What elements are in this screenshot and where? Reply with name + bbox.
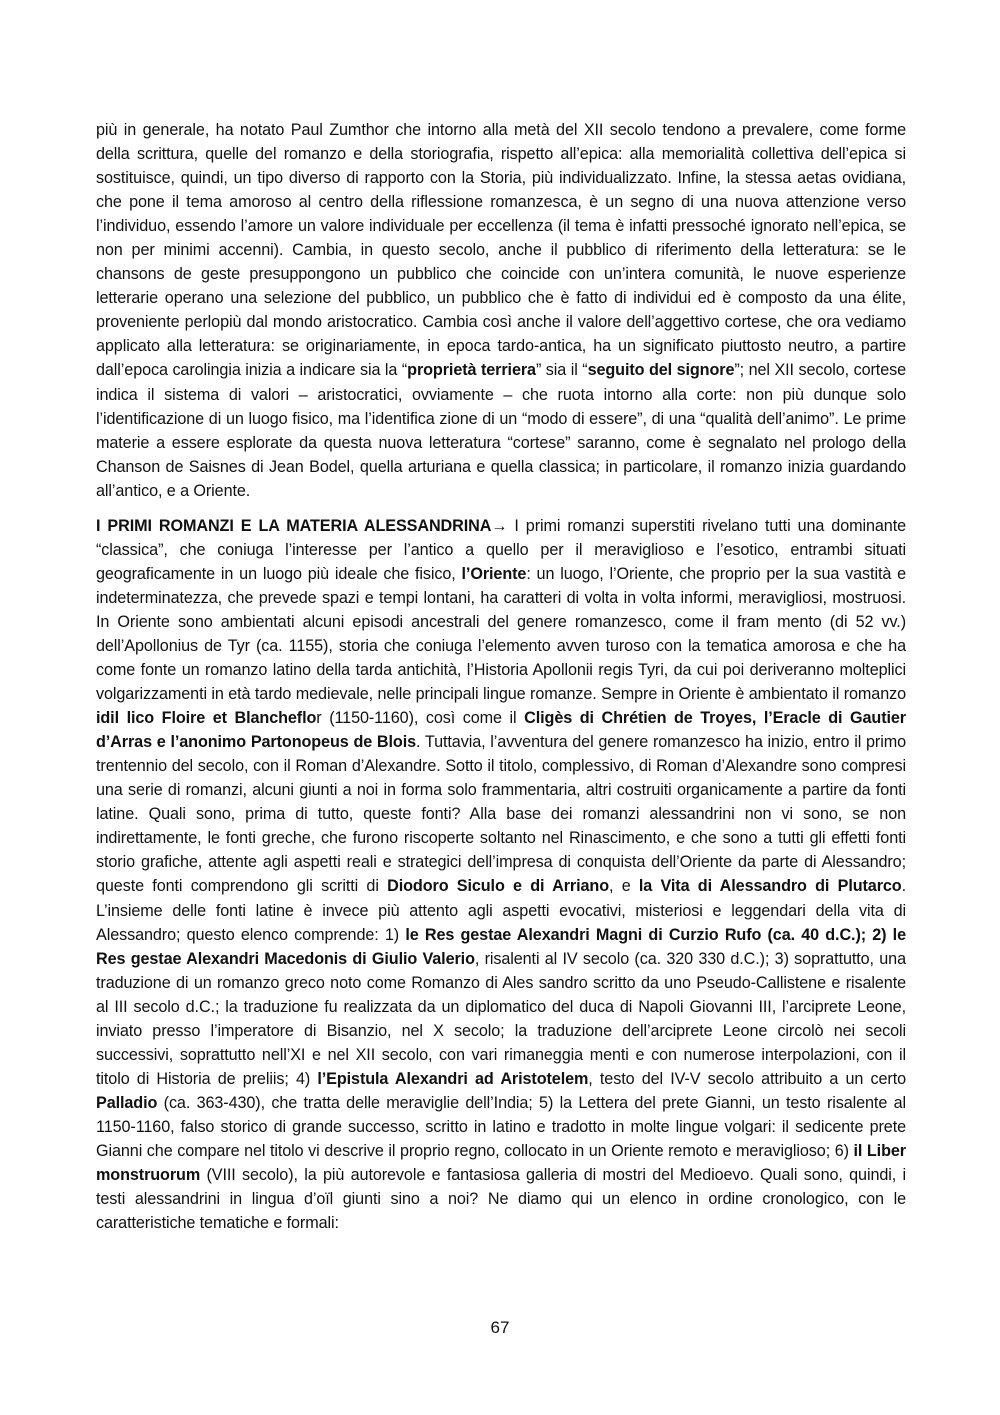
text-run: , risalenti al IV secolo (ca. 320 330 d.C.); 3) soprattutto, una traduzione di un romanzo greco noto come Romanzo di Ales sandro scritto da uno Pseudo-Callistene e risalente al III secolo d.C.; la traduzione fu realizzata da un diplomatico del duca di Napoli Giovanni III, l’arciprete Leone, inviato presso l’imperatore di Bisanzio, nel X secolo; la traduzione dell’arciprete Leone circolò nei secoli successivi, soprattutto nell’XI e nel XII secolo, con vari rimaneggia menti e con numerose interpolazioni, con il titolo di Historia de preliis; 4) <box>96 949 906 1088</box>
text-run: . Tuttavia, l’avventura del genere romanzesco ha inizio, entro il primo trentennio del secolo, con il Roman d’Alexandre. Sotto il titolo, complessivo, di Roman d’Alexandre sono compresi una serie di romanzi, alcuni giunti a noi in forma solo frammentaria, altri costruiti organicamente a partire da fonti latine. Quali sono, prima di tutto, queste fonti? Alla base dei romanzi alessandrini non vi sono, se non indirettamente, le fonti greche, che furono riscoperte soltanto nel Rinascimento, e che sono a tutti gli effetti fonti storio grafiche, attente agli aspetti reali e strategici dell’impresa di conquista dell’Oriente da parte di Alessandro; queste fonti comprendono gli scritti di <box>96 733 906 896</box>
bold-text-run: Palladio <box>96 1093 158 1112</box>
bold-text-run: l’Oriente <box>461 564 527 583</box>
bold-text-run: l’Epistula Alexandri ad Aristotelem <box>317 1069 589 1088</box>
bold-text-run: proprietà terriera <box>407 361 536 380</box>
text-run: (VIII secolo), la più autorevole e fantasiosa galleria di mostri del Medioevo. Quali sono, quindi, i testi alessandrini in lingua d’oïl giunti sino a noi? Ne diamo qui un elenco in ordine cronologico, con le caratteristiche tematiche e formali: <box>96 1166 906 1233</box>
paragraph-courtly-literature <box>96 118 906 503</box>
bold-text-run: Diodoro Siculo e di Arriano <box>387 877 609 896</box>
text-run: ”; nel XII secolo, cortese indica il sistema di valori – aristocratici, ovviamente – che ruota intorno alla corte: non più dunque solo l’identificazione di un luogo fisico, ma l’identifica zione di un “modo di essere”, di una “qualità dell’animo”. Le prime materie a essere esplorate da questa nuova letteratura “cortese” saranno, come è segnalato nel prologo della Chanson de Saisnes di Jean Bodel, quella arturiana e quella classica; in particolare, il romanzo inizia guardando all’antico, e a Oriente. <box>96 361 907 500</box>
text-run: . L’insieme delle fonti latine è invece più attento agli aspetti evocativi, misteriosi e leggendari della vita di Alessandro; questo elenco comprende: 1) <box>96 877 906 944</box>
text-run: ” sia il “ <box>535 361 588 380</box>
text-run: , testo del IV-V secolo attribuito a un certo <box>588 1069 907 1088</box>
text-run: più in generale, ha notato Paul Zumthor che intorno alla metà del XII secolo tendono a prevalere, come forme della scrittura, quelle del romanzo e della storiografia, rispetto all’epica: alla memorialità collettiva dell’epica si sostituisce, quindi, un tipo diverso di rapporto con la Storia, più individualizzato. Infine, la stessa aetas ovidiana, che pone il tema amoroso al centro della riflessione romanzesca, è un segno di una nuova attenzione verso l’individuo, essendo l’amore un valore individuale per eccellenza (il tema è infatti pressoché ignorato nell’epica, se non per minimi accenni). Cambia, in questo secolo, anche il pubblico di riferimento della letteratura: se le chansons de geste presuppongono un pubblico che coincide con un’intera comunità, le nuove esperienze letterarie operano una selezione del pubblico, un pubblico che è fatto di individui ed è composto da una élite, proveniente perlopiù dal mondo aristocratico. Cambia così anche il valore dell’aggettivo cortese, che ora vediamo applicato alla letteratura: se originariamente, in epoca tardo-antica, ha un significato piuttosto neutro, a partire dall’epoca carolingia inizia a indicare sia la “ <box>96 121 906 380</box>
bold-text-run: la Vita di Alessandro di Plutarco <box>638 877 902 896</box>
text-run: → I primi romanzi superstiti rivelano tutti una dominante “classica”, che coniuga l’interesse per l’antico a quello per il meraviglioso e l’esotico, entrambi situati geograficamente in un luogo più ideale che fisico, <box>96 516 906 583</box>
paragraph-alexander-romances <box>96 514 906 1235</box>
page-body <box>96 118 906 1235</box>
text-run: r (1150-1160), così come il <box>316 709 525 728</box>
bold-text-run: idil lico Floire et Blancheflo <box>96 709 317 728</box>
text-run: (ca. 363-430), che tratta delle meraviglie dell’India; 5) la Lettera del prete Gianni, un testo risalente al 1150-1160, falso storico di grande successo, scritto in latino e tradotto in molte lingue volgari: il sedicente prete Gianni che compare nel titolo vi descrive il proprio regno, collocato in un Oriente remoto e meraviglioso; 6) <box>96 1093 906 1160</box>
bold-text-run: Cligès di Chrétien de Troyes, l’Eracle di Gautier d’Arras e l’anonimo Partonopeus de Blois <box>96 709 906 752</box>
bold-text-run: I PRIMI ROMANZI E LA MATERIA ALESSANDRINA <box>96 516 492 535</box>
page-number: 67 <box>490 1318 510 1337</box>
bold-text-run: il Liber monstruorum <box>96 1141 906 1185</box>
text-run: , e <box>609 877 639 896</box>
bold-text-run: seguito del signore <box>587 361 735 380</box>
text-run: : un luogo, l’Oriente, che proprio per la sua vastità e indeterminatezza, che prevede spazi e tempi lontani, ha caratteri di volta in volta informi, meravigliosi, mostruosi. In Oriente sono ambientati alcuni episodi ancestrali del genere romanzesco, come il fram mento (di 52 vv.) dell’Apollonius de Tyr (ca. 1155), storia che coniuga l’elemento avven turoso con la tematica amorosa e che ha come fonte un romanzo latino della tarda antichità, l’Historia Apollonii regis Tyri, da cui poi deriveranno molteplici volgarizzamenti in età tardo medievale, nelle principali lingue romanze. Sempre in Oriente è ambientato il romanzo <box>96 564 906 704</box>
bold-text-run: le Res gestae Alexandri Magni di Curzio Rufo (ca. 40 d.C.); 2) le Res gestae Alexandri Macedonis di Giulio Valerio <box>96 925 906 968</box>
